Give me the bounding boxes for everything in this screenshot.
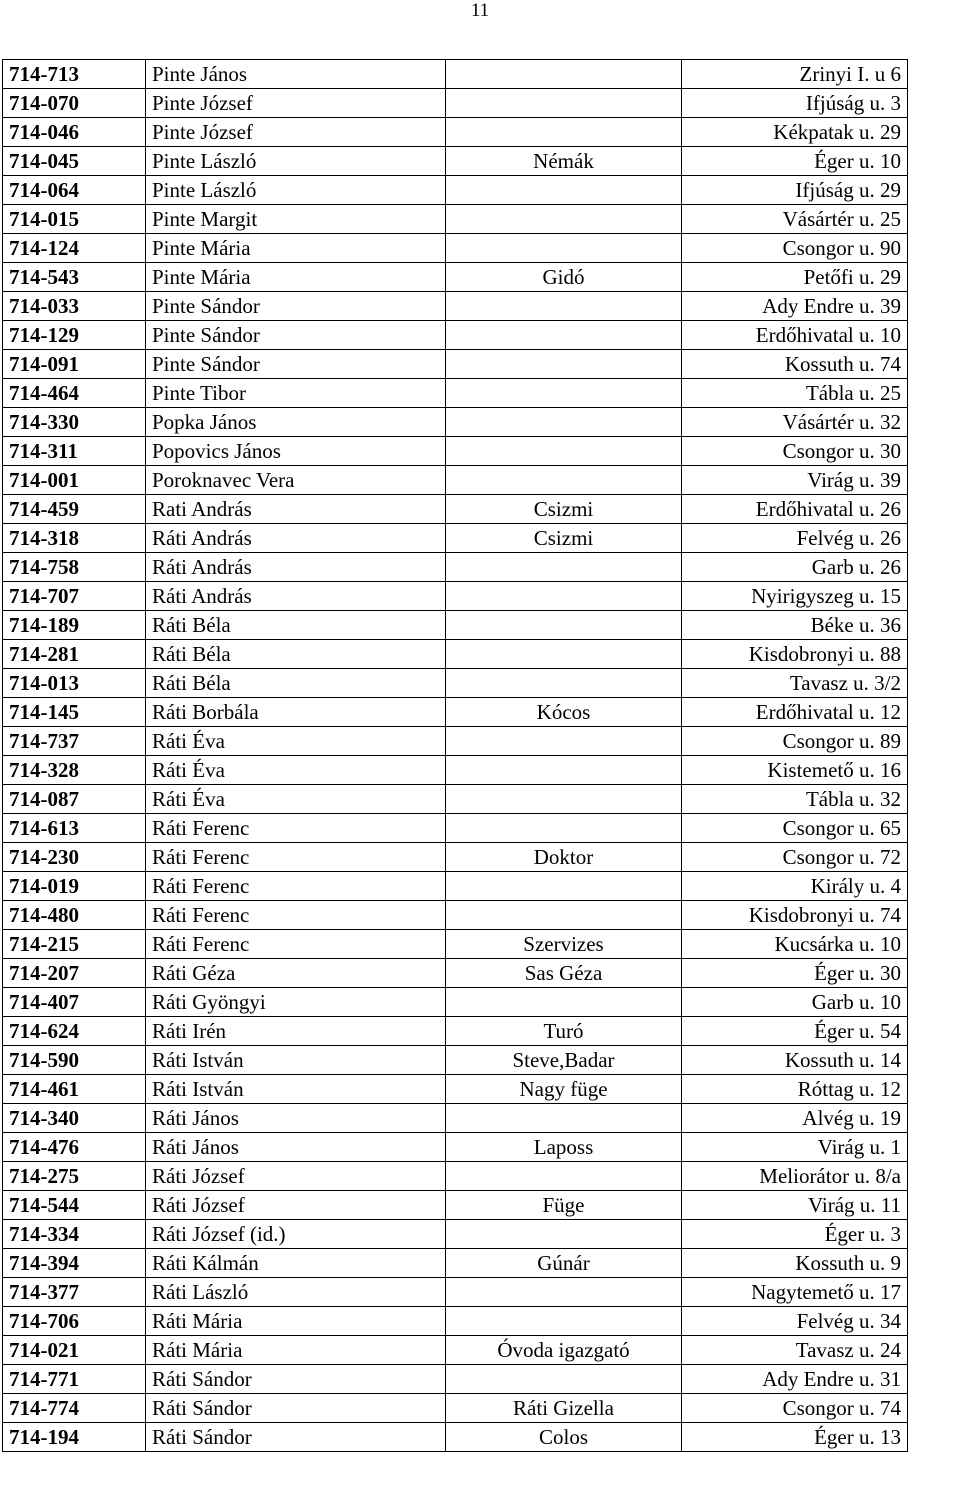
- table-row: [3, 408, 908, 437]
- address-cell: Tavasz u. 3/2: [682, 669, 908, 698]
- nickname-cell: Óvoda igazgató: [446, 1336, 682, 1365]
- phone-number-cell: 714-394: [3, 1249, 146, 1278]
- table-row: [3, 118, 908, 147]
- address-cell: Csongor u. 74: [682, 1394, 908, 1423]
- person-name-cell: Ráti Ferenc: [146, 930, 446, 959]
- nickname-cell: Laposs: [446, 1133, 682, 1162]
- person-name-cell: Pinte Margit: [146, 205, 446, 234]
- nickname-cell: Steve,Badar: [446, 1046, 682, 1075]
- table-row: [3, 263, 908, 292]
- address-cell: Tavasz u. 24: [682, 1336, 908, 1365]
- address-cell: Nagytemető u. 17: [682, 1278, 908, 1307]
- person-name-cell: Ráti István: [146, 1075, 446, 1104]
- nickname-cell: [446, 408, 682, 437]
- person-name-cell: Ráti András: [146, 582, 446, 611]
- address-cell: Virág u. 11: [682, 1191, 908, 1220]
- address-cell: Éger u. 10: [682, 147, 908, 176]
- nickname-cell: Csizmi: [446, 495, 682, 524]
- nickname-cell: Füge: [446, 1191, 682, 1220]
- person-name-cell: Pinte József: [146, 118, 446, 147]
- phone-number-cell: 714-707: [3, 582, 146, 611]
- phone-number-cell: 714-064: [3, 176, 146, 205]
- table-row: [3, 727, 908, 756]
- person-name-cell: Ráti Éva: [146, 785, 446, 814]
- address-cell: Garb u. 10: [682, 988, 908, 1017]
- phone-number-cell: 714-194: [3, 1423, 146, 1452]
- phone-number-cell: 714-001: [3, 466, 146, 495]
- nickname-cell: Némák: [446, 147, 682, 176]
- phone-number-cell: 714-464: [3, 379, 146, 408]
- person-name-cell: Pinte Mária: [146, 234, 446, 263]
- phone-number-cell: 714-330: [3, 408, 146, 437]
- phone-number-cell: 714-145: [3, 698, 146, 727]
- nickname-cell: [446, 785, 682, 814]
- nickname-cell: [446, 60, 682, 89]
- phone-number-cell: 714-019: [3, 872, 146, 901]
- table-row: [3, 350, 908, 379]
- phone-number-cell: 714-045: [3, 147, 146, 176]
- table-row: [3, 1365, 908, 1394]
- phone-number-cell: 714-215: [3, 930, 146, 959]
- person-name-cell: Ráti Mária: [146, 1336, 446, 1365]
- nickname-cell: Kócos: [446, 698, 682, 727]
- directory-body: [3, 60, 908, 1452]
- table-row: [3, 930, 908, 959]
- phone-number-cell: 714-758: [3, 553, 146, 582]
- phone-number-cell: 714-318: [3, 524, 146, 553]
- address-cell: Petőfi u. 29: [682, 263, 908, 292]
- person-name-cell: Pinte Sándor: [146, 292, 446, 321]
- address-cell: Vásártér u. 32: [682, 408, 908, 437]
- nickname-cell: [446, 1365, 682, 1394]
- address-cell: Virág u. 39: [682, 466, 908, 495]
- nickname-cell: Colos: [446, 1423, 682, 1452]
- person-name-cell: Popovics János: [146, 437, 446, 466]
- address-cell: Csongor u. 30: [682, 437, 908, 466]
- phone-number-cell: 714-207: [3, 959, 146, 988]
- nickname-cell: [446, 1307, 682, 1336]
- person-name-cell: Ráti Ferenc: [146, 901, 446, 930]
- nickname-cell: [446, 1278, 682, 1307]
- address-cell: Róttag u. 12: [682, 1075, 908, 1104]
- phone-number-cell: 714-624: [3, 1017, 146, 1046]
- person-name-cell: Ráti Géza: [146, 959, 446, 988]
- table-row: [3, 1075, 908, 1104]
- table-row: [3, 756, 908, 785]
- table-row: [3, 379, 908, 408]
- nickname-cell: [446, 814, 682, 843]
- phone-number-cell: 714-129: [3, 321, 146, 350]
- table-row: [3, 1307, 908, 1336]
- person-name-cell: Ráti Borbála: [146, 698, 446, 727]
- table-row: [3, 1104, 908, 1133]
- address-cell: Béke u. 36: [682, 611, 908, 640]
- address-cell: Ady Endre u. 39: [682, 292, 908, 321]
- table-row: [3, 495, 908, 524]
- table-row: [3, 785, 908, 814]
- phone-number-cell: 714-328: [3, 756, 146, 785]
- person-name-cell: Ráti Éva: [146, 756, 446, 785]
- nickname-cell: [446, 1220, 682, 1249]
- person-name-cell: Pinte József: [146, 89, 446, 118]
- person-name-cell: Pinte Tibor: [146, 379, 446, 408]
- phone-number-cell: 714-189: [3, 611, 146, 640]
- nickname-cell: [446, 350, 682, 379]
- nickname-cell: Turó: [446, 1017, 682, 1046]
- phone-number-cell: 714-015: [3, 205, 146, 234]
- person-name-cell: Ráti Gyöngyi: [146, 988, 446, 1017]
- person-name-cell: Ráti Irén: [146, 1017, 446, 1046]
- phone-number-cell: 714-771: [3, 1365, 146, 1394]
- nickname-cell: Doktor: [446, 843, 682, 872]
- table-row: [3, 611, 908, 640]
- phone-number-cell: 714-124: [3, 234, 146, 263]
- person-name-cell: Pinte Mária: [146, 263, 446, 292]
- address-cell: Ifjúság u. 3: [682, 89, 908, 118]
- address-cell: Éger u. 30: [682, 959, 908, 988]
- table-row: [3, 901, 908, 930]
- address-cell: Király u. 4: [682, 872, 908, 901]
- phone-number-cell: 714-070: [3, 89, 146, 118]
- person-name-cell: Pinte Sándor: [146, 321, 446, 350]
- address-cell: Kistemető u. 16: [682, 756, 908, 785]
- table-row: [3, 292, 908, 321]
- address-cell: Zrinyi I. u 6: [682, 60, 908, 89]
- table-row: [3, 1249, 908, 1278]
- nickname-cell: [446, 1104, 682, 1133]
- phone-directory-table: [2, 59, 908, 1452]
- table-row: [3, 1220, 908, 1249]
- phone-number-cell: 714-713: [3, 60, 146, 89]
- person-name-cell: Ráti Sándor: [146, 1365, 446, 1394]
- phone-number-cell: 714-476: [3, 1133, 146, 1162]
- address-cell: Kucsárka u. 10: [682, 930, 908, 959]
- person-name-cell: Ráti Mária: [146, 1307, 446, 1336]
- phone-number-cell: 714-340: [3, 1104, 146, 1133]
- address-cell: Tábla u. 32: [682, 785, 908, 814]
- nickname-cell: Gúnár: [446, 1249, 682, 1278]
- table-row: [3, 1336, 908, 1365]
- person-name-cell: Ráti Éva: [146, 727, 446, 756]
- person-name-cell: Pinte János: [146, 60, 446, 89]
- person-name-cell: Ráti István: [146, 1046, 446, 1075]
- nickname-cell: [446, 89, 682, 118]
- phone-number-cell: 714-407: [3, 988, 146, 1017]
- table-row: [3, 1278, 908, 1307]
- table-row: [3, 1017, 908, 1046]
- table-row: [3, 640, 908, 669]
- phone-number-cell: 714-459: [3, 495, 146, 524]
- address-cell: Kossuth u. 14: [682, 1046, 908, 1075]
- nickname-cell: [446, 118, 682, 147]
- phone-number-cell: 714-230: [3, 843, 146, 872]
- phone-number-cell: 714-377: [3, 1278, 146, 1307]
- address-cell: Felvég u. 34: [682, 1307, 908, 1336]
- page-number: 11: [470, 0, 490, 21]
- nickname-cell: [446, 611, 682, 640]
- table-row: [3, 205, 908, 234]
- phone-number-cell: 714-087: [3, 785, 146, 814]
- person-name-cell: Popka János: [146, 408, 446, 437]
- table-row: [3, 176, 908, 205]
- address-cell: Erdőhivatal u. 12: [682, 698, 908, 727]
- address-cell: Kisdobronyi u. 88: [682, 640, 908, 669]
- address-cell: Erdőhivatal u. 10: [682, 321, 908, 350]
- phone-number-cell: 714-737: [3, 727, 146, 756]
- person-name-cell: Pinte Sándor: [146, 350, 446, 379]
- nickname-cell: [446, 727, 682, 756]
- address-cell: Virág u. 1: [682, 1133, 908, 1162]
- table-row: [3, 582, 908, 611]
- address-cell: Csongor u. 72: [682, 843, 908, 872]
- person-name-cell: Ráti Ferenc: [146, 872, 446, 901]
- phone-number-cell: 714-590: [3, 1046, 146, 1075]
- address-cell: Meliorátor u. 8/a: [682, 1162, 908, 1191]
- phone-number-cell: 714-461: [3, 1075, 146, 1104]
- table-row: [3, 524, 908, 553]
- address-cell: Garb u. 26: [682, 553, 908, 582]
- table-row: [3, 437, 908, 466]
- phone-number-cell: 714-544: [3, 1191, 146, 1220]
- nickname-cell: [446, 466, 682, 495]
- address-cell: Kossuth u. 9: [682, 1249, 908, 1278]
- nickname-cell: [446, 205, 682, 234]
- address-cell: Erdőhivatal u. 26: [682, 495, 908, 524]
- address-cell: Nyirigyszeg u. 15: [682, 582, 908, 611]
- nickname-cell: [446, 437, 682, 466]
- table-row: [3, 1423, 908, 1452]
- table-row: [3, 1133, 908, 1162]
- table-row: [3, 89, 908, 118]
- table-row: [3, 553, 908, 582]
- address-cell: Kékpatak u. 29: [682, 118, 908, 147]
- phone-number-cell: 714-013: [3, 669, 146, 698]
- phone-number-cell: 714-033: [3, 292, 146, 321]
- phone-number-cell: 714-275: [3, 1162, 146, 1191]
- table-row: [3, 1046, 908, 1075]
- nickname-cell: Szervizes: [446, 930, 682, 959]
- person-name-cell: Ráti András: [146, 524, 446, 553]
- person-name-cell: Pinte László: [146, 176, 446, 205]
- nickname-cell: [446, 292, 682, 321]
- table-row: [3, 1162, 908, 1191]
- address-cell: Vásártér u. 25: [682, 205, 908, 234]
- phone-number-cell: 714-046: [3, 118, 146, 147]
- nickname-cell: [446, 1162, 682, 1191]
- address-cell: Éger u. 3: [682, 1220, 908, 1249]
- nickname-cell: Nagy füge: [446, 1075, 682, 1104]
- phone-number-cell: 714-706: [3, 1307, 146, 1336]
- address-cell: Tábla u. 25: [682, 379, 908, 408]
- person-name-cell: Ráti Ferenc: [146, 843, 446, 872]
- phone-number-cell: 714-334: [3, 1220, 146, 1249]
- person-name-cell: Ráti András: [146, 553, 446, 582]
- nickname-cell: [446, 234, 682, 263]
- table-row: [3, 466, 908, 495]
- nickname-cell: [446, 582, 682, 611]
- table-row: [3, 147, 908, 176]
- person-name-cell: Ráti József (id.): [146, 1220, 446, 1249]
- address-cell: Csongor u. 89: [682, 727, 908, 756]
- nickname-cell: [446, 901, 682, 930]
- phone-number-cell: 714-543: [3, 263, 146, 292]
- phone-number-cell: 714-091: [3, 350, 146, 379]
- nickname-cell: [446, 553, 682, 582]
- person-name-cell: Ráti Sándor: [146, 1394, 446, 1423]
- address-cell: Éger u. 13: [682, 1423, 908, 1452]
- phone-number-cell: 714-613: [3, 814, 146, 843]
- address-cell: Éger u. 54: [682, 1017, 908, 1046]
- nickname-cell: Sas Géza: [446, 959, 682, 988]
- nickname-cell: [446, 321, 682, 350]
- address-cell: Kisdobronyi u. 74: [682, 901, 908, 930]
- phone-number-cell: 714-480: [3, 901, 146, 930]
- person-name-cell: Ráti László: [146, 1278, 446, 1307]
- table-row: [3, 234, 908, 263]
- person-name-cell: Pinte László: [146, 147, 446, 176]
- phone-number-cell: 714-774: [3, 1394, 146, 1423]
- address-cell: Csongor u. 65: [682, 814, 908, 843]
- nickname-cell: Csizmi: [446, 524, 682, 553]
- person-name-cell: Ráti József: [146, 1191, 446, 1220]
- table-row: [3, 843, 908, 872]
- table-row: [3, 814, 908, 843]
- address-cell: Ady Endre u. 31: [682, 1365, 908, 1394]
- person-name-cell: Poroknavec Vera: [146, 466, 446, 495]
- person-name-cell: Ráti János: [146, 1104, 446, 1133]
- person-name-cell: Ráti Béla: [146, 640, 446, 669]
- person-name-cell: Ráti Ferenc: [146, 814, 446, 843]
- nickname-cell: [446, 872, 682, 901]
- table-row: [3, 988, 908, 1017]
- person-name-cell: Ráti Béla: [146, 611, 446, 640]
- person-name-cell: Ráti Kálmán: [146, 1249, 446, 1278]
- phone-number-cell: 714-311: [3, 437, 146, 466]
- person-name-cell: Ráti János: [146, 1133, 446, 1162]
- nickname-cell: [446, 988, 682, 1017]
- nickname-cell: [446, 640, 682, 669]
- address-cell: Ifjúság u. 29: [682, 176, 908, 205]
- nickname-cell: [446, 176, 682, 205]
- address-cell: Kossuth u. 74: [682, 350, 908, 379]
- phone-number-cell: 714-021: [3, 1336, 146, 1365]
- table-row: [3, 669, 908, 698]
- table-row: [3, 1394, 908, 1423]
- person-name-cell: Ráti Sándor: [146, 1423, 446, 1452]
- address-cell: Csongor u. 90: [682, 234, 908, 263]
- address-cell: Alvég u. 19: [682, 1104, 908, 1133]
- table-row: [3, 872, 908, 901]
- person-name-cell: Rati András: [146, 495, 446, 524]
- person-name-cell: Ráti József: [146, 1162, 446, 1191]
- nickname-cell: Gidó: [446, 263, 682, 292]
- table-row: [3, 321, 908, 350]
- nickname-cell: [446, 756, 682, 785]
- nickname-cell: [446, 669, 682, 698]
- address-cell: Felvég u. 26: [682, 524, 908, 553]
- phone-number-cell: 714-281: [3, 640, 146, 669]
- table-row: [3, 698, 908, 727]
- nickname-cell: Ráti Gizella: [446, 1394, 682, 1423]
- table-row: [3, 959, 908, 988]
- person-name-cell: Ráti Béla: [146, 669, 446, 698]
- nickname-cell: [446, 379, 682, 408]
- table-row: [3, 60, 908, 89]
- table-row: [3, 1191, 908, 1220]
